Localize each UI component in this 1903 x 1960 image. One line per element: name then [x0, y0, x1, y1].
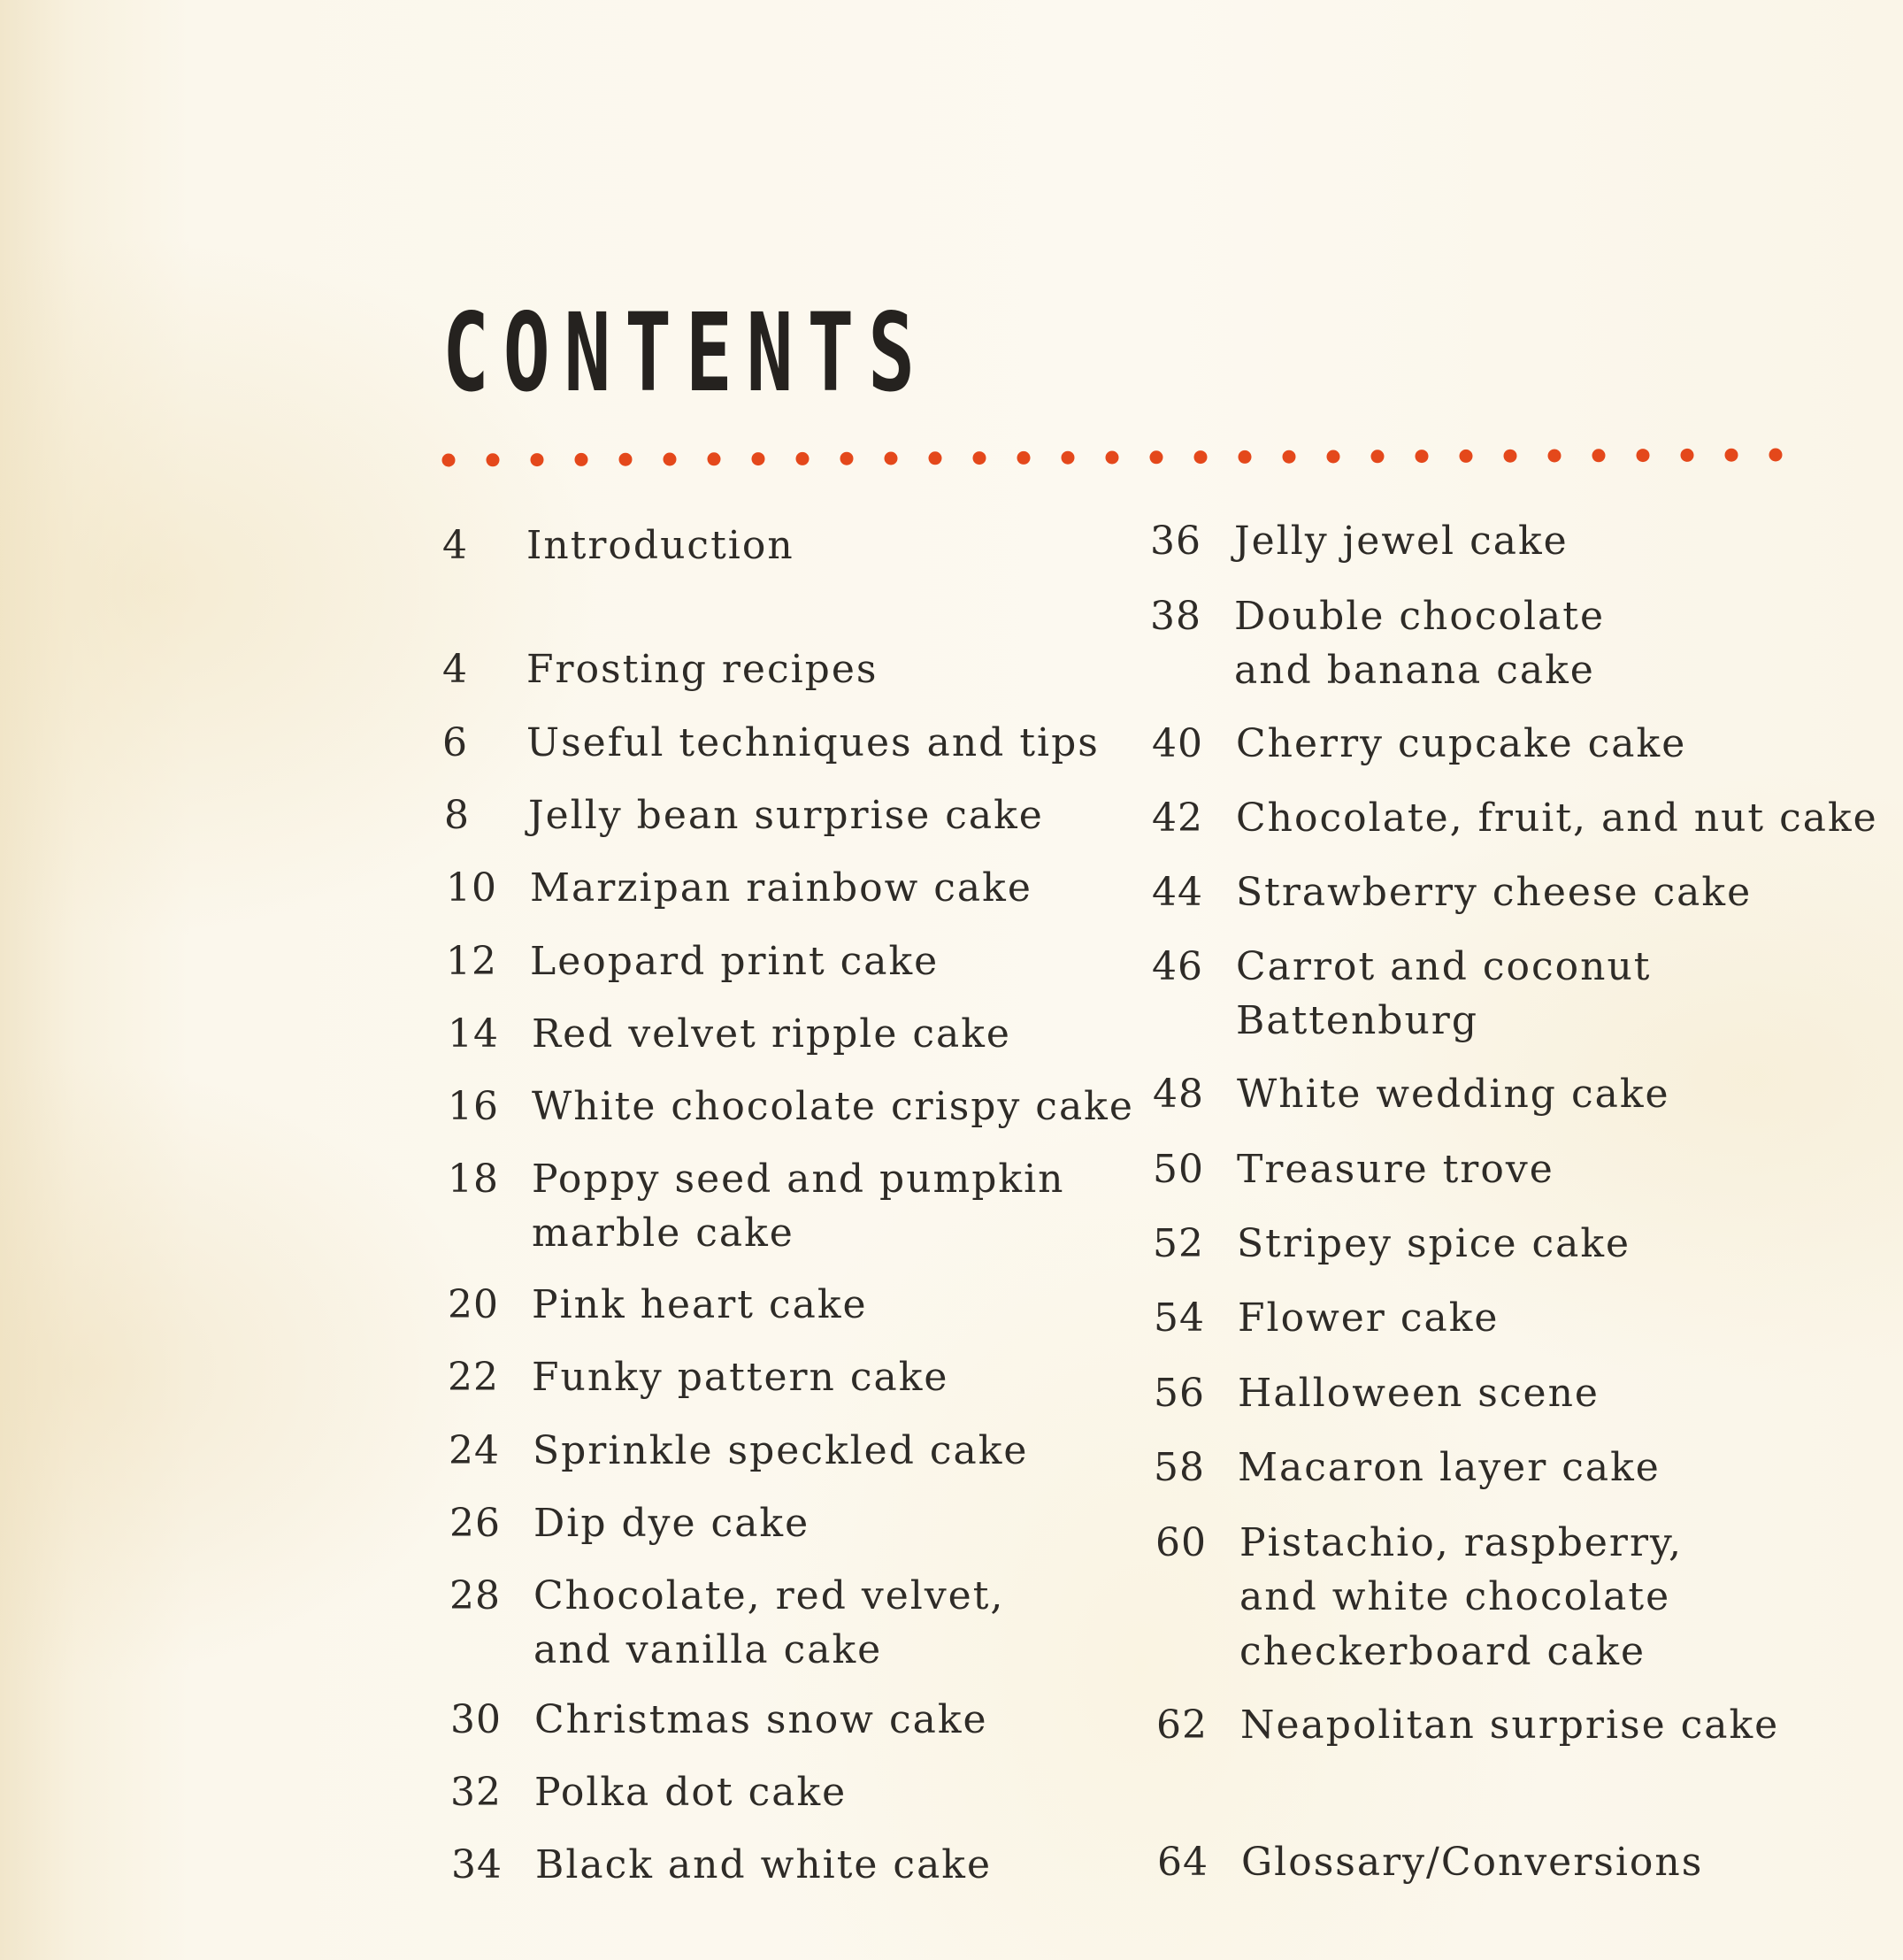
- toc-entry-title-line: Marzipan rainbow cake: [530, 865, 1032, 911]
- divider-dot: [752, 452, 765, 465]
- toc-page-number: 22: [448, 1355, 499, 1400]
- toc-entry-title: [1241, 1836, 1703, 1889]
- toc-entry-title: [1236, 941, 1651, 1049]
- toc-entry-title: [1236, 718, 1686, 771]
- toc-page-number: 34: [451, 1842, 503, 1887]
- divider-dot: [973, 451, 986, 465]
- toc-page-number: 24: [449, 1428, 500, 1473]
- toc-page-number: 48: [1153, 1072, 1204, 1117]
- toc-entry-title-line: White wedding cake: [1237, 1072, 1670, 1117]
- toc-entry-title: [526, 717, 1100, 770]
- toc-page-number: 10: [446, 865, 497, 911]
- toc-page-number: 60: [1155, 1520, 1207, 1565]
- toc-page-number: 30: [450, 1697, 502, 1742]
- toc-page-number: 4: [442, 647, 468, 692]
- toc-entry-title-line: Flower cake: [1238, 1295, 1500, 1341]
- divider-dot: [1592, 449, 1606, 462]
- toc-page-number: 36: [1150, 519, 1201, 564]
- toc-entry-title: [533, 1497, 810, 1550]
- toc-entry-title-line: and white chocolate: [1239, 1574, 1671, 1619]
- toc-entry-title-line: Pistachio, raspberry,: [1239, 1520, 1683, 1565]
- divider-dot: [1194, 450, 1208, 464]
- toc-entry-title: [1238, 1292, 1499, 1345]
- toc-page-number: 6: [442, 720, 468, 765]
- toc-entry-title-line: Useful techniques and tips: [526, 720, 1100, 765]
- toc-entry-title-line: Polka dot cake: [534, 1770, 848, 1815]
- toc-entry-title: [528, 789, 1044, 842]
- toc-entry-title: [1239, 1517, 1683, 1679]
- toc-entry-title-line: Chocolate, red velvet,: [533, 1573, 1005, 1618]
- toc-entry-title: [530, 935, 939, 988]
- toc-page-number: 12: [446, 939, 497, 984]
- toc-page-number: 18: [448, 1157, 499, 1202]
- toc-entry-title-line: checkerboard cake: [1239, 1629, 1646, 1674]
- toc-page-number: 44: [1152, 870, 1203, 915]
- toc-entry-title-line: Funky pattern cake: [532, 1355, 949, 1400]
- toc-page-number: 56: [1154, 1371, 1205, 1416]
- toc-entry-title-line: Jelly bean surprise cake: [528, 793, 1044, 838]
- toc-entry-title: [1237, 1143, 1554, 1196]
- toc-page-number: 40: [1152, 721, 1203, 766]
- toc-page-number: 64: [1157, 1840, 1209, 1885]
- divider-dot: [619, 453, 633, 466]
- toc-page-number: 52: [1153, 1221, 1204, 1266]
- toc-entry-title-line: marble cake: [532, 1211, 794, 1256]
- toc-entry-title-line: Pink heart cake: [532, 1282, 868, 1327]
- dotted-divider: [440, 444, 1784, 471]
- toc-entry-title: [533, 1570, 1004, 1678]
- toc-entry-title: [532, 1153, 1065, 1261]
- toc-page-number: 50: [1153, 1147, 1204, 1192]
- toc-page-number: 14: [448, 1011, 499, 1057]
- toc-entry-title-line: Frosting recipes: [526, 647, 879, 692]
- divider-dot: [575, 453, 588, 466]
- toc-entry-title: [1237, 1218, 1631, 1271]
- toc-entry-title: [534, 1694, 988, 1747]
- toc-entry-title-line: Leopard print cake: [530, 939, 940, 984]
- divider-dot: [1460, 450, 1473, 463]
- toc-entry-title-line: Poppy seed and pumpkin: [532, 1157, 1065, 1202]
- toc-entry-title: [530, 862, 1032, 915]
- toc-entry-title-line: Glossary/Conversions: [1241, 1840, 1704, 1885]
- toc-entry-title-line: Strawberry cheese cake: [1236, 870, 1753, 915]
- toc-entry-title: [526, 519, 794, 573]
- toc-entry-title-line: Macaron layer cake: [1238, 1445, 1661, 1490]
- toc-entry-title-line: Chocolate, fruit, and nut cake: [1236, 796, 1878, 841]
- toc-page-number: 32: [450, 1770, 502, 1815]
- toc-entry-title-line: Stripey spice cake: [1237, 1221, 1631, 1266]
- divider-dot: [1637, 449, 1650, 462]
- toc-entry-title: [1238, 1367, 1600, 1420]
- toc-entry-title: [535, 1839, 992, 1892]
- toc-entry-title-line: and vanilla cake: [533, 1627, 883, 1672]
- toc-entry-title: [1237, 1068, 1670, 1121]
- divider-dot: [708, 452, 721, 465]
- divider-dot: [840, 452, 854, 465]
- divider-dot: [1150, 450, 1163, 464]
- toc-entry-title: [532, 1008, 1011, 1061]
- toc-entry-title: [532, 1279, 868, 1332]
- toc-entry-title: [1234, 515, 1569, 568]
- toc-entry-title: [526, 643, 878, 696]
- toc-page-number: 54: [1154, 1295, 1205, 1341]
- toc-entry-title-line: Cherry cupcake cake: [1236, 721, 1687, 766]
- toc-page-number: 28: [449, 1573, 501, 1618]
- divider-dot: [929, 451, 942, 465]
- toc-page-number: 62: [1156, 1703, 1208, 1748]
- divider-dot: [1681, 449, 1694, 462]
- divider-dot: [1548, 450, 1562, 463]
- toc-entry-title-line: Introduction: [526, 523, 794, 568]
- toc-entry-title: [533, 1425, 1028, 1478]
- toc-entry-title-line: Carrot and coconut: [1236, 944, 1652, 989]
- toc-entry-title-line: Halloween scene: [1238, 1371, 1600, 1416]
- divider-dot: [1062, 451, 1075, 465]
- toc-entry-title-line: Christmas snow cake: [534, 1697, 988, 1742]
- toc-entry-title: [1236, 792, 1878, 845]
- divider-dot: [1504, 450, 1517, 463]
- toc-entry-title-line: Dip dye cake: [533, 1501, 810, 1546]
- divider-dot: [664, 453, 677, 466]
- toc-entry-title: [1234, 590, 1605, 698]
- toc-entry-title: [1240, 1699, 1779, 1752]
- divider-dot: [796, 452, 810, 465]
- divider-dot: [1106, 451, 1119, 465]
- divider-dot: [1017, 451, 1031, 465]
- toc-entry-title-line: Black and white cake: [535, 1842, 993, 1887]
- toc-entry-title-line: Jelly jewel cake: [1234, 519, 1569, 564]
- toc-entry-title-line: White chocolate crispy cake: [532, 1084, 1134, 1129]
- divider-dot: [1769, 449, 1783, 462]
- toc-page-number: 46: [1152, 944, 1203, 989]
- divider-dot: [487, 453, 500, 466]
- toc-page-number: 20: [448, 1282, 499, 1327]
- toc-entry-title-line: Double chocolate: [1234, 594, 1605, 639]
- divider-dot: [1239, 450, 1252, 464]
- toc-entry-title: [1238, 1441, 1661, 1495]
- toc-page-number: 58: [1154, 1445, 1205, 1490]
- divider-dot: [1725, 449, 1738, 462]
- divider-dot: [1327, 450, 1340, 464]
- toc-page-number: 16: [448, 1084, 499, 1129]
- divider-dot: [531, 453, 544, 466]
- toc-entry-title-line: Battenburg: [1236, 998, 1479, 1043]
- toc-page-number: 42: [1152, 796, 1203, 841]
- toc-entry-title: [534, 1766, 847, 1819]
- divider-dot: [1416, 450, 1429, 463]
- toc-entry-title-line: Red velvet ripple cake: [532, 1011, 1011, 1057]
- page-title: CONTENTS: [442, 290, 929, 416]
- toc-entry-title-line: and banana cake: [1234, 648, 1595, 693]
- toc-entry-title-line: Neapolitan surprise cake: [1240, 1703, 1780, 1748]
- toc-entry-title-line: Treasure trove: [1237, 1147, 1554, 1192]
- divider-dot: [1283, 450, 1296, 464]
- toc-page-number: 8: [444, 793, 470, 838]
- divider-dot: [442, 454, 456, 467]
- toc-page-number: 26: [449, 1501, 501, 1546]
- toc-entry-title: [532, 1080, 1134, 1134]
- toc-page-number: 38: [1150, 594, 1201, 639]
- toc-entry-title: [532, 1351, 948, 1404]
- divider-dot: [1371, 450, 1385, 463]
- toc-page-number: 4: [442, 523, 468, 568]
- divider-dot: [885, 452, 898, 465]
- toc-entry-title: [1236, 866, 1752, 919]
- toc-entry-title-line: Sprinkle speckled cake: [533, 1428, 1029, 1473]
